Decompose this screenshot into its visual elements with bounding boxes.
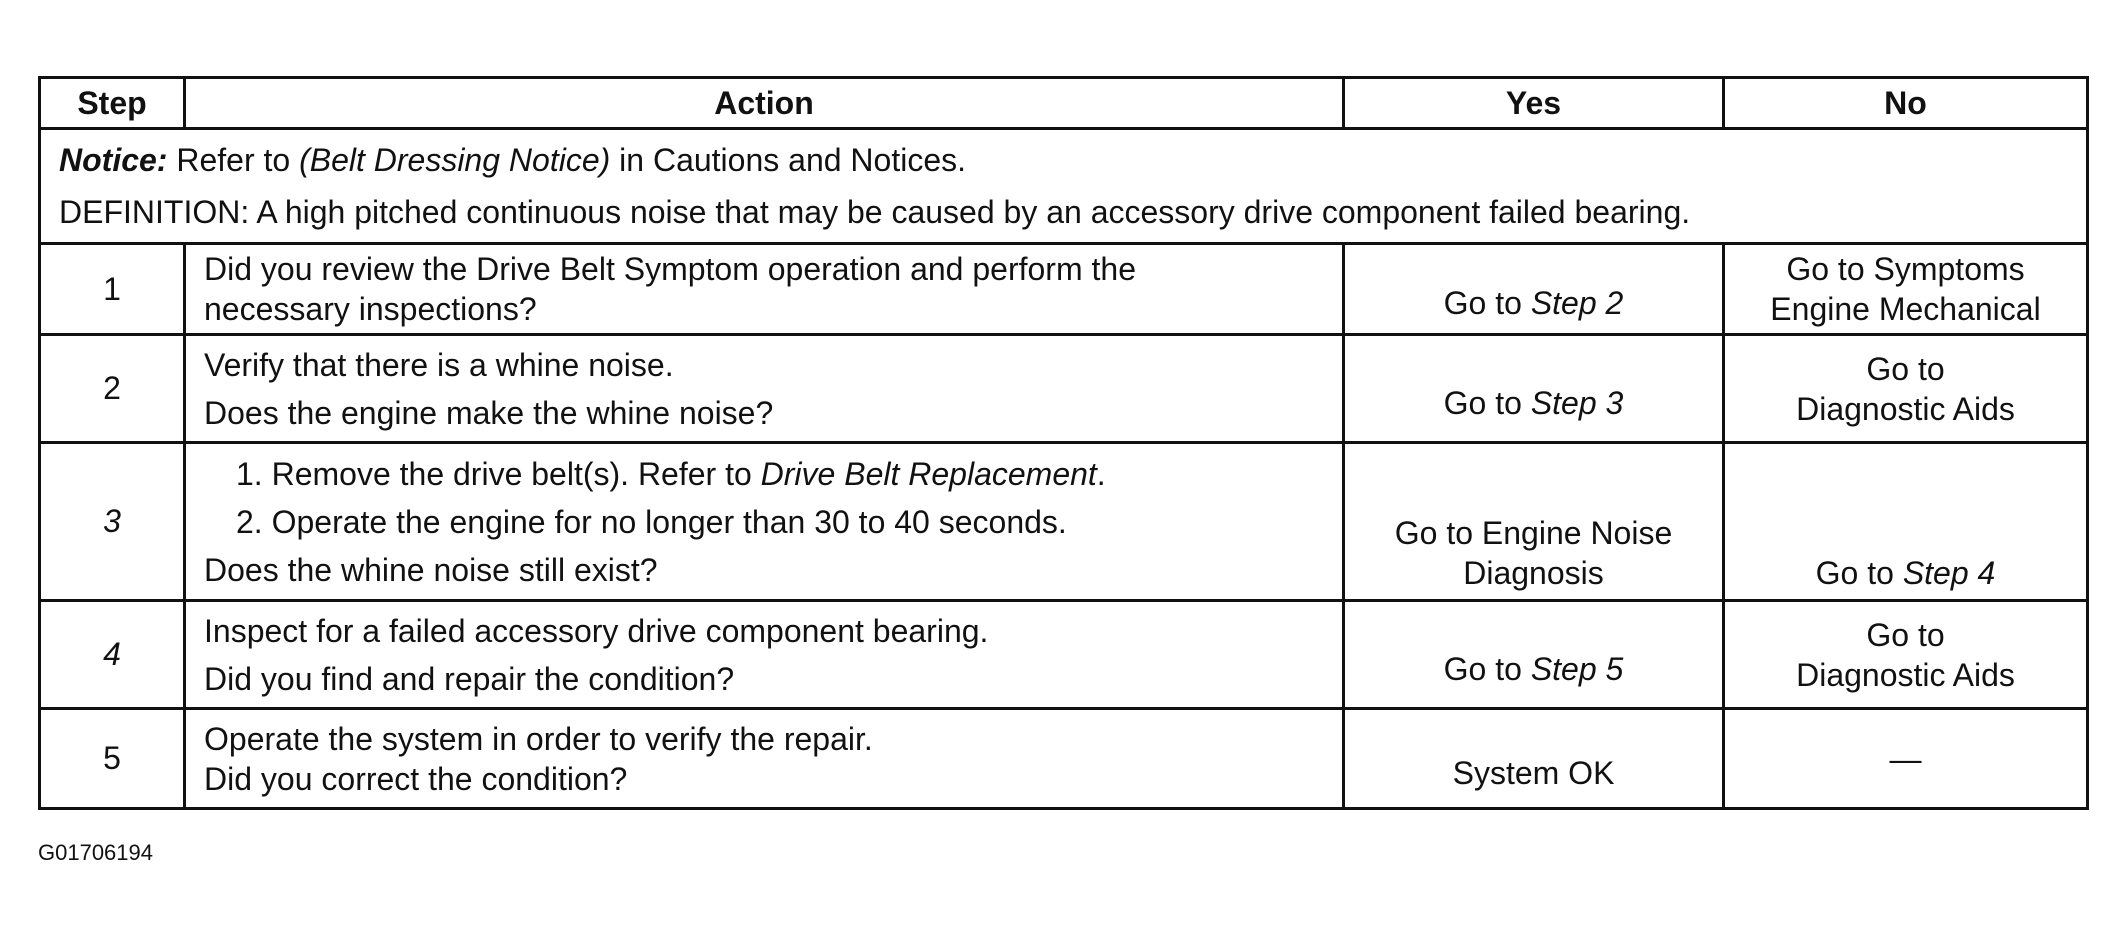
no-prefix: Go to — [1815, 555, 1903, 591]
no-result-line: Go to — [1866, 616, 1945, 653]
yes-cell — [1344, 244, 1724, 335]
no-cell — [1724, 244, 2088, 335]
action-line: Does the engine make the whine noise? — [204, 394, 774, 431]
yes-cell — [1344, 709, 1724, 809]
no-result-line: Diagnostic Aids — [1796, 656, 2015, 693]
header-row — [40, 78, 2088, 129]
no-result-line: Go to — [1866, 350, 1945, 387]
header-yes: Yes — [1344, 78, 1724, 129]
no-step-ref: Step 4 — [1902, 555, 1996, 591]
no-cell — [1724, 709, 2088, 809]
action-line: Operate the system in order to verify the repair. — [204, 720, 873, 757]
notice-label: Notice: — [59, 142, 168, 178]
yes-step-ref: Step 5 — [1530, 650, 1624, 687]
action-cell — [185, 601, 1344, 709]
action-list-item: 2. Operate the engine for no longer than 30 to 40 seconds. — [236, 503, 1067, 540]
action-line: Does the whine noise still exist? — [204, 551, 658, 588]
definition-line: DEFINITION: A high pitched continuous noise that may be caused by an accessory drive component failed bearing. — [59, 194, 1691, 230]
step-cell: 5 — [40, 709, 185, 809]
item-text: 1. Remove the drive belt(s). Refer to — [236, 455, 761, 492]
yes-prefix: Go to — [1443, 285, 1531, 321]
yes-cell — [1344, 443, 1724, 601]
item-text: . — [1096, 455, 1106, 492]
step-cell: 1 — [40, 244, 185, 335]
diagnostic-table — [38, 76, 2089, 810]
yes-step-ref: Step 3 — [1530, 384, 1624, 421]
action-line: Did you review the Drive Belt Symptom operation and perform the — [204, 251, 1136, 287]
no-cell — [1724, 443, 2088, 601]
action-line: Did you correct the condition? — [204, 760, 628, 797]
notice-post: in Cautions and Notices. — [610, 142, 967, 178]
header-no: No — [1724, 78, 2088, 129]
yes-result — [1345, 621, 1722, 689]
action-cell — [185, 335, 1344, 443]
yes-result: System OK — [1452, 754, 1615, 791]
notice-pre: Refer to — [167, 142, 300, 178]
yes-result-line: Diagnosis — [1463, 555, 1604, 591]
yes-prefix: Go to — [1443, 384, 1531, 421]
step-cell: 4 — [40, 601, 185, 709]
action-cell — [185, 709, 1344, 809]
yes-cell — [1344, 335, 1724, 443]
header-step: Step — [40, 78, 185, 129]
no-result — [1725, 553, 2086, 593]
no-result-line: Engine Mechanical — [1770, 291, 2041, 327]
action-line: Verify that there is a whine noise. — [204, 346, 674, 383]
figure-code: G01706194 — [38, 840, 153, 865]
table-row — [40, 601, 2088, 709]
step-cell: 2 — [40, 335, 185, 443]
table-row — [40, 709, 2088, 809]
notice-row — [40, 129, 2088, 244]
action-line: necessary inspections? — [204, 291, 537, 327]
action-list-item — [204, 450, 1324, 498]
yes-result — [1345, 355, 1722, 423]
no-cell — [1724, 601, 2088, 709]
notice-ref: (Belt Dressing Notice) — [299, 142, 611, 178]
table-row — [40, 244, 2088, 335]
yes-result-line: Go to Engine Noise — [1394, 515, 1673, 551]
step-cell: 3 — [40, 443, 185, 601]
yes-step-ref: Step 2 — [1530, 285, 1624, 321]
notice-cell — [40, 129, 2088, 244]
item-ref: Drive Belt Replacement — [760, 455, 1097, 492]
no-result-line: Go to Symptoms — [1786, 251, 2025, 287]
action-cell — [185, 244, 1344, 335]
yes-result — [1345, 255, 1722, 323]
no-result-line: Diagnostic Aids — [1796, 390, 2015, 427]
yes-cell — [1344, 601, 1724, 709]
notice-line — [59, 134, 2068, 186]
action-line: Inspect for a failed accessory drive component bearing. — [204, 612, 989, 649]
table-row — [40, 335, 2088, 443]
header-action: Action — [185, 78, 1344, 129]
action-cell — [185, 443, 1344, 601]
action-line: Did you find and repair the condition? — [204, 660, 735, 697]
no-cell — [1724, 335, 2088, 443]
table-row — [40, 443, 2088, 601]
no-result: — — [1889, 740, 1922, 777]
yes-prefix: Go to — [1443, 650, 1531, 687]
